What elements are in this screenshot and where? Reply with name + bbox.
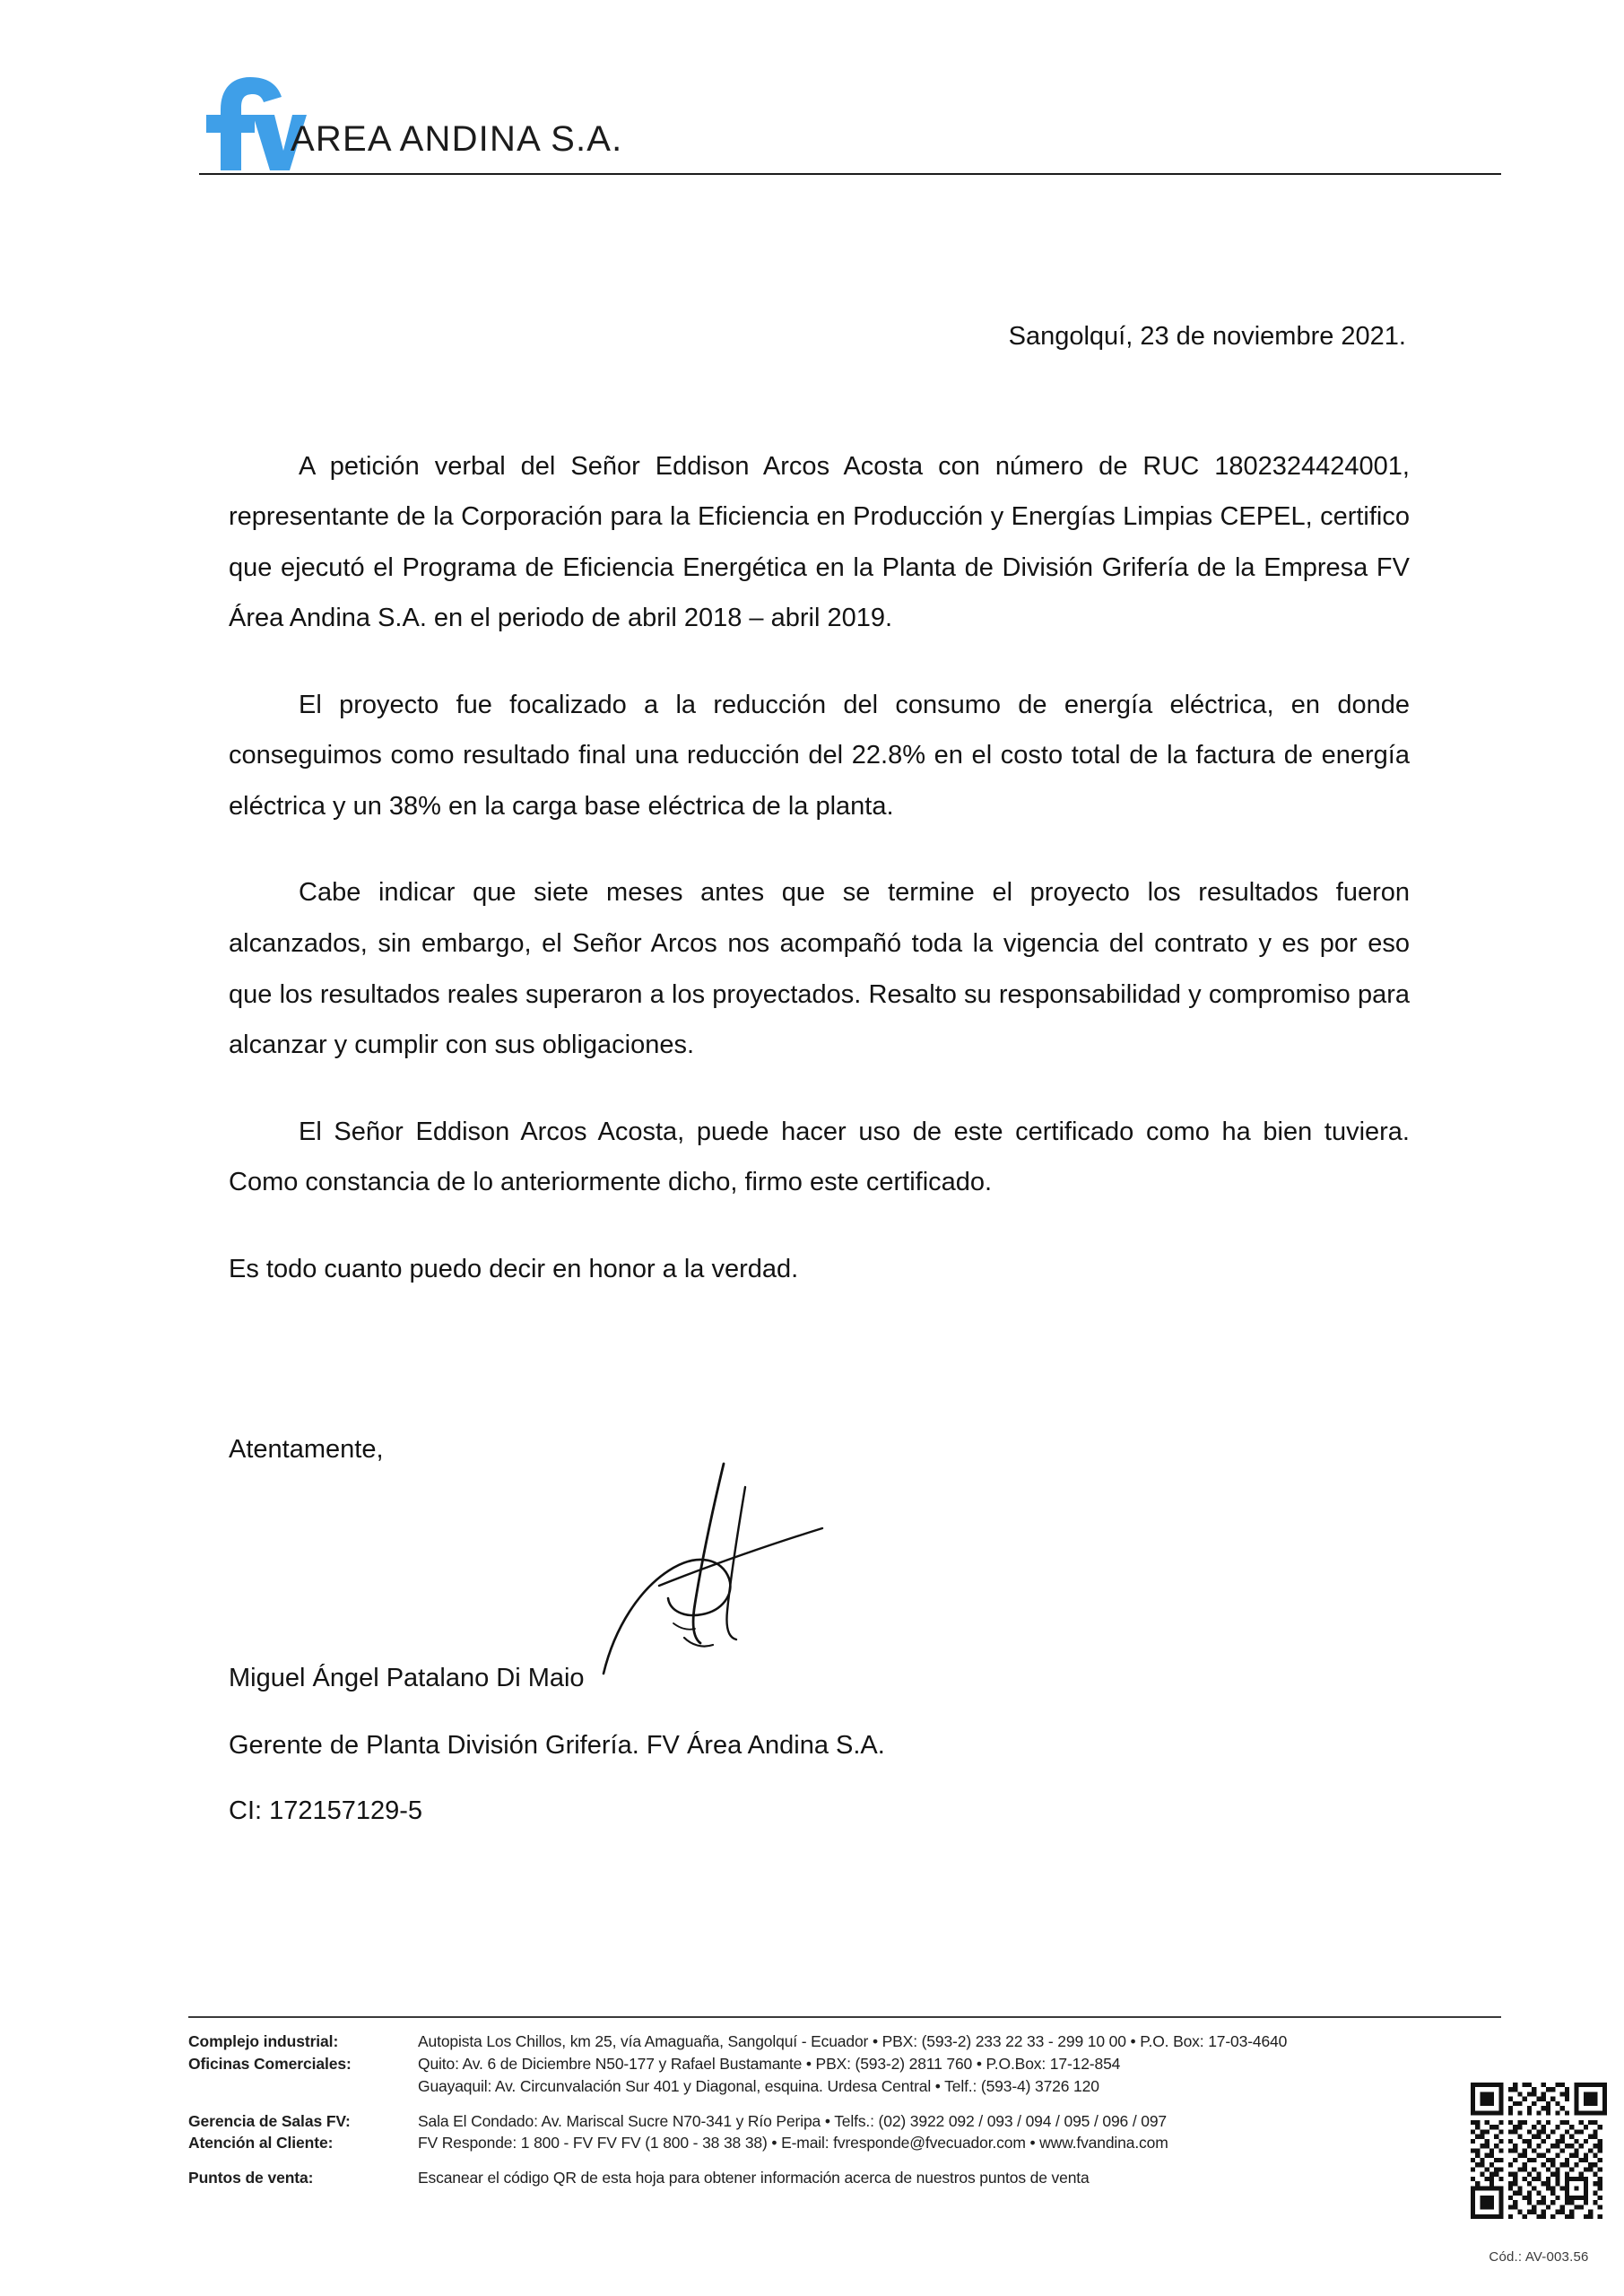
- footer-divider: [188, 2016, 1501, 2018]
- paragraph-1: A petición verbal del Señor Eddison Arcos Acosta con número de RUC 1802324424001, representante de la Corporación para la Eficiencia en Producción y Energías Limpias CEPEL, certifico que ejecutó el Programa de Eficiencia Energética en la Planta de División Grifería de la Empresa FV Área Andina S.A. en el periodo de abril 2018 – abril 2019.: [229, 451, 1410, 633]
- footer-value-complejo-industrial: Autopista Los Chillos, km 25, vía Amaguaña, Sangolquí - Ecuador • PBX: (593-2) 233 22 33 - 299 10 00 • P.O. Box: 17-03-4640: [418, 2032, 1288, 2050]
- letter-body: [229, 318, 1410, 1294]
- signature-block: [229, 1435, 1305, 1825]
- document-code: Cód.: AV-003.56: [1489, 2249, 1589, 2265]
- footer-value-oficinas-quito: Quito: Av. 6 de Diciembre N50-177 y Rafael Bustamante • PBX: (593-2) 2811 760 • P.O.Box: 17-12-854: [418, 2054, 1121, 2073]
- footer-value-atencion-cliente: FV Responde: 1 800 - FV FV FV (1 800 - 38 38 38) • E-mail: fvresponde@fvecuador.com • www.fvandina.com: [418, 2134, 1168, 2152]
- paragraph-4: El Señor Eddison Arcos Acosta, puede hacer uso de este certificado como ha bien tuviera. Como constancia de lo anteriormente dicho, firmo este certificado.: [229, 1117, 1410, 1197]
- footer-label-atencion-cliente: Atención al Cliente:: [188, 2134, 334, 2152]
- footer-value-gerencia-salas: Sala El Condado: Av. Mariscal Sucre N70-341 y Río Peripa • Telfs.: (02) 3922 092 / 093 / 094 / 095 / 096 / 097: [418, 2111, 1168, 2130]
- footer-label-puntos-de-venta: Puntos de venta:: [188, 2169, 314, 2187]
- footer-label-oficinas-comerciales: Oficinas Comerciales:: [188, 2054, 352, 2073]
- paragraph-2: El proyecto fue focalizado a la reducción del consumo de energía eléctrica, en donde conseguimos como resultado final una reducción del 22.8% en el costo total de la factura de energía eléctrica y un 38% en la carga base eléctrica de la planta.: [229, 690, 1410, 821]
- footer: [188, 2016, 1501, 2189]
- letterhead: [199, 54, 1501, 175]
- signer-title: Gerente de Planta División Grifería. FV Área Andina S.A.: [229, 1731, 885, 1760]
- handwritten-signature: [408, 1444, 731, 1677]
- footer-value-puntos-de-venta: Escanear el código QR de esta hoja para obtener información acerca de nuestros puntos de venta: [418, 2169, 1090, 2187]
- footer-value-oficinas-guayaquil: Guayaquil: Av. Circunvalación Sur 401 y Diagonal, esquina. Urdesa Central • Telf.: (593-4) 3726 120: [418, 2076, 1099, 2095]
- closing-greeting: Atentamente,: [229, 1435, 384, 1464]
- qr-code: [1471, 2083, 1607, 2219]
- signer-id-number: CI: 172157129-5: [229, 1796, 423, 1825]
- closing-statement: Es todo cuanto puedo decir en honor a la verdad.: [229, 1254, 799, 1283]
- footer-label-complejo-industrial: Complejo industrial:: [188, 2032, 339, 2050]
- header-divider: [199, 173, 1501, 175]
- date-line: Sangolquí, 23 de noviembre 2021.: [1008, 322, 1406, 351]
- qr-area: [1454, 2083, 1624, 2265]
- brand-lockup: [199, 54, 622, 170]
- footer-value-oficinas-comerciales: [418, 2053, 1501, 2098]
- signer-name: Miguel Ángel Patalano Di Maio: [229, 1664, 585, 1692]
- company-name: AREA ANDINA S.A.: [291, 119, 623, 159]
- footer-label-gerencia-salas: Gerencia de Salas FV:: [188, 2111, 351, 2130]
- footer-contact-grid: [188, 2031, 1501, 2189]
- paragraph-3: Cabe indicar que siete meses antes que se termine el proyecto los resultados fueron alcanzados, sin embargo, el Señor Arcos nos acompañó toda la vigencia del contrato y es por eso que los resultados reales superaron a los proyectados. Resalto su responsabilidad y compromiso para alcanzar y cumplir con sus obligaciones.: [229, 878, 1410, 1060]
